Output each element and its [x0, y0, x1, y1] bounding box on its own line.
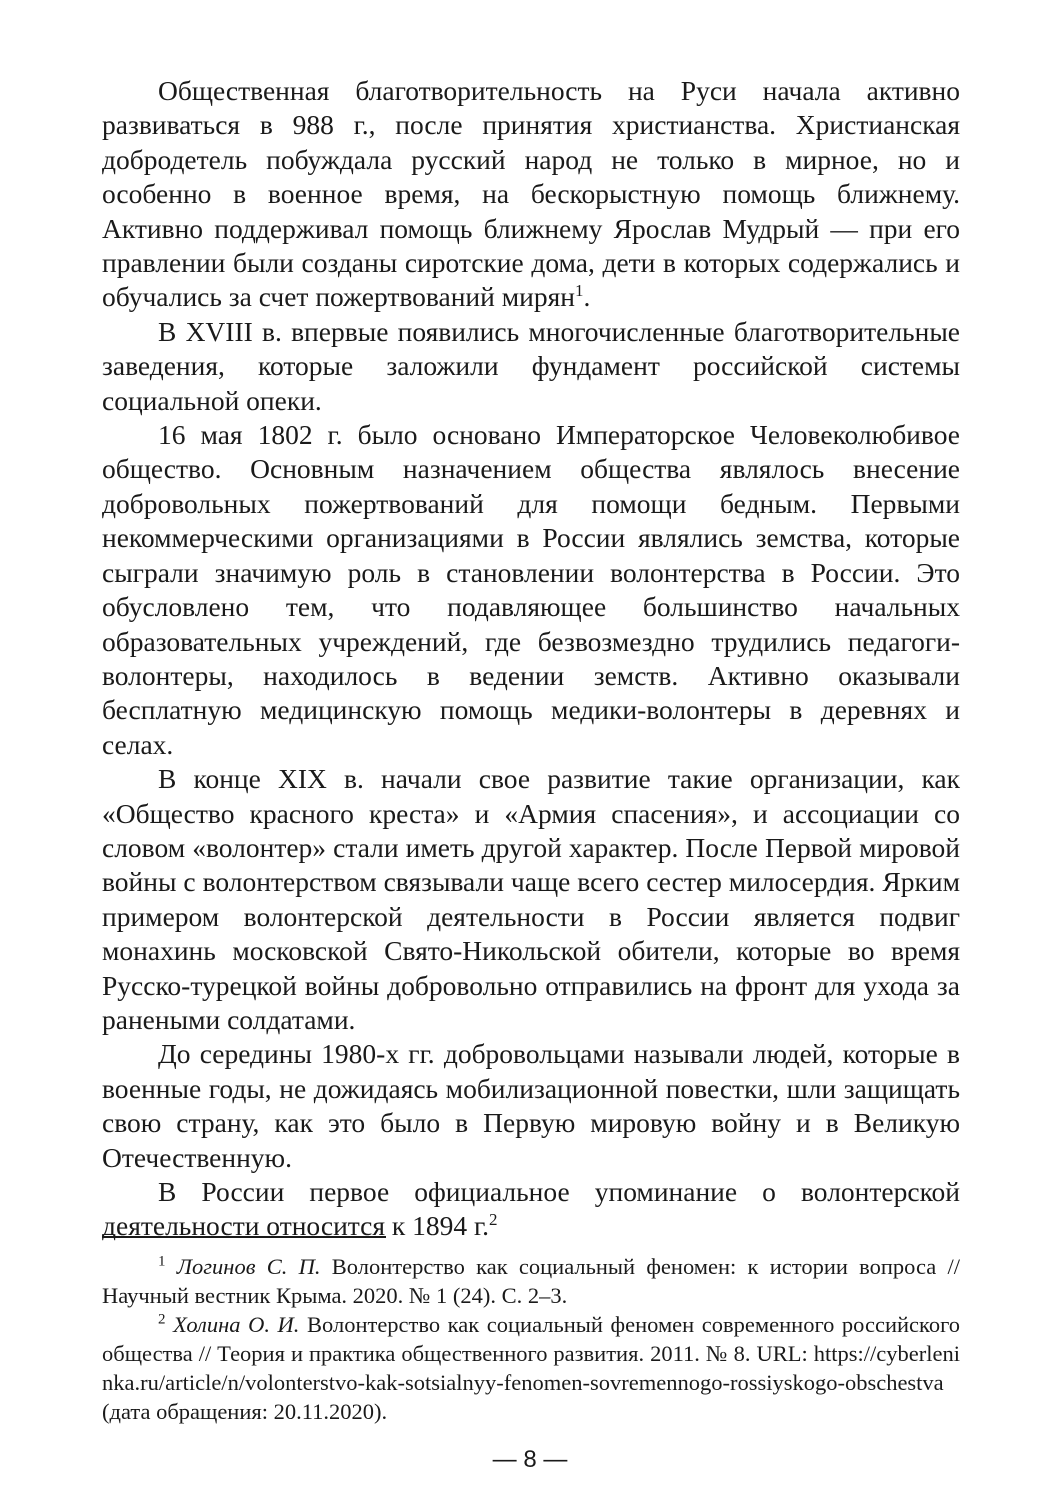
footnote-2-text: Волонтерство как социальный феномен современного российского общества // Теория и практика общественного развития. 2011. № 8. URL: — [102, 1312, 960, 1366]
footnote-2-url[interactable]: https://cyberleninka.ru/article/n/volonterstvo-kak-sotsialnyy-fenomen-sovremennogo-rossiyskogo-obschestva — [102, 1341, 960, 1395]
footnote-ref-2[interactable]: 2 — [489, 1210, 498, 1230]
paragraph-3: 16 мая 1802 г. было основано Императорское Человеколюбивое общество. Основным назначением общества являлось внесение добровольных пожертвований для помощи бедным. Первыми некоммерческими организациями в России являлись земства, которые сыграли значимую роль в становлении волонтерства в России. Это обусловлено тем, что подавляющее большинство начальных образовательных учреждений, где безвозмездно трудились педагоги-волонтеры, находилось в ведении земств. Активно оказывали бесплатную медицинскую помощь медики-волонтеры в деревнях и селах. — [102, 419, 960, 760]
footnote-1-author: Логинов С. П. — [176, 1254, 321, 1279]
paragraph-6-text: В России первое официальное упоминание о волонтерской деятельности относится к 1894 г. — [102, 1176, 960, 1242]
footnote-1-number: 1 — [158, 1253, 166, 1270]
paragraph-1-text: Общественная благотворительность на Руси начала активно развиваться в 988 г., после принятия христианства. Христианская добродетель побуждала русский народ не только в мирное, но и особенно в военное время, на бескорыстную помощь ближнему. Активно поддерживал помощь ближнему Ярослав Мудрый — при его правлении были созданы сиротские дома, дети в которых содержались и обучались за счет пожертвований мирян — [102, 75, 960, 313]
footnote-2 — [102, 1310, 960, 1426]
page-body — [102, 74, 960, 1244]
paragraph-1 — [102, 74, 960, 315]
page-number: — 8 — — [492, 1446, 568, 1473]
footnote-2-number: 2 — [158, 1311, 166, 1328]
footnote-ref-1[interactable]: 1 — [574, 281, 584, 301]
footnote-1-text: Волонтерство как социальный феномен: к истории вопроса // Научный вестник Крыма. 2020. № 1 (24). С. 2–3. — [102, 1254, 960, 1308]
footnotes-section — [102, 1236, 960, 1426]
footnote-2-author: Холина О. И. — [173, 1312, 300, 1337]
paragraph-5: До середины 1980-х гг. добровольцами называли людей, которые в военные годы, не дожидаясь мобилизационной повестки, шли защищать свою страну, как это было в Первую мировую войну и в Великую Отечественную. — [102, 1038, 960, 1173]
footnote-2-tail: (дата обращения: 20.11.2020). — [102, 1399, 388, 1424]
paragraph-2: В XVIII в. впервые появились многочисленные благотворительные заведения, которые заложили фундамент российской системы социальной опеки. — [102, 315, 960, 416]
paragraph-1-end: . — [583, 281, 591, 313]
paragraph-6 — [102, 1175, 960, 1244]
footnote-1 — [102, 1252, 960, 1310]
paragraph-4: В конце XIX в. начали свое развитие такие организации, как «Общество красного креста» и «Армия спасения», и ассоциации со словом «волонтер» стали иметь другой характер. После Первой мировой войны с волонтерством связывали чаще всего сестер милосердия. Ярким примером волонтерской деятельности в России является подвиг монахинь московской Свято-Никольской обители, которые во время Русско-турецкой войны добровольно отправились на фронт для ухода за ранеными солдатами. — [102, 763, 960, 1035]
footnote-divider — [102, 1236, 386, 1238]
